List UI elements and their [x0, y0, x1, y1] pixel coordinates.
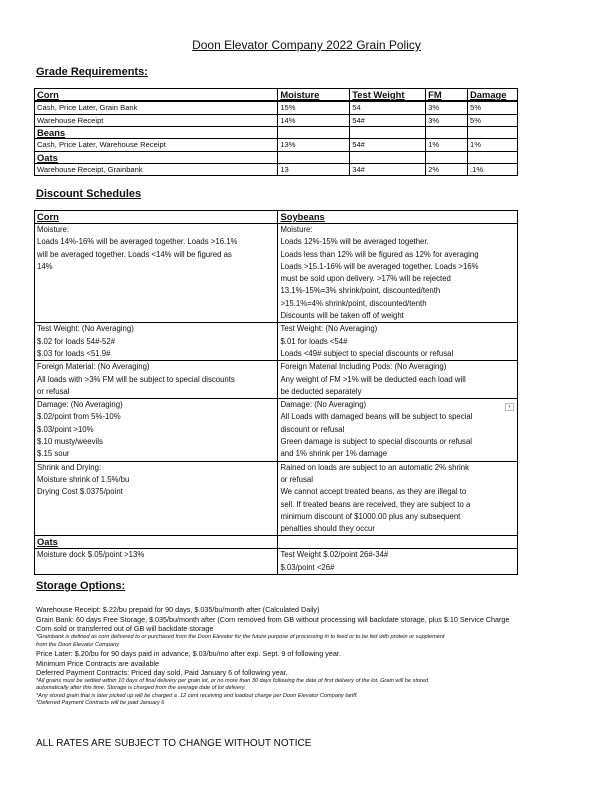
discount-cell: Moisture: Loads 14%-16% will be averaged together. Loads >16.1% will be averaged together. Loads <14% will be figured as 14%	[35, 224, 278, 323]
discount-cell: Moisture: Loads 12%-15% will be averaged together. Loads less than 12% will be figured as 12% for averaging Loads >15.1-16% will be averaged together. Loads >16% must be sold upon delivery. >17% will be rejected 13.1%-15%=3% shrink/point, discounted/tenth >15.1%=4% shrink/point, discounted/tenth Discounts will be taken off of weight	[278, 224, 518, 323]
grade-cell: .1%	[468, 163, 518, 176]
storage-options-list	[36, 605, 596, 708]
grade-cell: 1%	[468, 139, 518, 152]
grade-col-header: FM	[426, 89, 468, 102]
storage-line: Deferred Payment Contracts: Priced day sold, Paid January 6 of following year.	[36, 668, 288, 678]
storage-line: Grain Bank: 60 days Free Storage, $.035/bu/month after (Corn removed from GB without processing will backdate storage, plus $.10 Service Charge	[36, 614, 510, 624]
table-row	[35, 224, 518, 323]
discount-cell: ▾ Damage: (No Averaging) All Loads with damaged beans will be subject to special discount or refusal Green damage is subject to special discounts or refusal and 1% shrink per 1% damage	[278, 399, 518, 461]
storage-note: *All grains must be settled within 10 days of final delivery per grain lot, or no more than 30 days following the date of first delivery of the lot. Grain will be stored	[36, 678, 429, 685]
discount-cell: Foreign Material Including Pods: (No Averaging) Any weight of FM >1% will be deducted each load will be deducted separately	[278, 361, 518, 399]
table-row	[35, 323, 518, 361]
discount-cell: Test Weight: (No Averaging) $.01 for loads <54# Loads <49# subject to special discounts or refusal	[278, 323, 518, 361]
discount-cell: Test Weight: (No Averaging) $.02 for loads 54#-52# $.03 for loads <51.9#	[35, 323, 278, 361]
storage-line: Corn sold or transferred out of GB will backdate storage	[36, 624, 214, 634]
dropdown-flag-icon[interactable]: ▾	[505, 403, 514, 411]
grade-cell: Cash, Price Later, Warehouse Receipt	[35, 139, 278, 152]
grade-section-label: Beans	[35, 127, 278, 139]
table-row	[35, 399, 518, 461]
storage-line: Minimum Price Contracts are available	[36, 658, 160, 668]
grade-cell: 2%	[426, 163, 468, 176]
grade-cell: 5%	[468, 101, 518, 114]
grade-cell: 54	[350, 101, 426, 114]
storage-note: automatically after this time. Storage is charged from the average date of lot delivery.	[36, 685, 246, 692]
storage-note: *Any stored grain that is later picked up will be charged a .12 cent receiving and loadout charge per Doon Elevator Company tariff.	[36, 692, 358, 699]
grade-col-header: Moisture	[278, 89, 350, 102]
discount-cell: Damage: (No Averaging) $.02/point from 5%-10% $.03/point >10% $.10 musty/weevils $.15 sour	[35, 399, 278, 461]
grade-cell: 34#	[350, 163, 426, 176]
table-row	[35, 361, 518, 399]
discount-soybeans-header: Soybeans	[278, 211, 518, 224]
grade-cell: 14%	[278, 114, 350, 127]
grade-cell: 3%	[426, 114, 468, 127]
grade-header-row	[35, 89, 518, 102]
grade-cell: 15%	[278, 101, 350, 114]
grade-cell: 3%	[426, 101, 468, 114]
storage-options-heading: Storage Options:	[36, 580, 126, 592]
table-row	[35, 461, 518, 536]
storage-line: Warehouse Receipt: $.22/bu prepaid for 90 days, $.035/bu/month after (Calculated Daily)	[36, 605, 320, 614]
table-row	[35, 101, 518, 114]
discount-schedules-table	[34, 210, 518, 575]
discount-corn-header: Corn	[35, 211, 278, 224]
discount-cell: Shrink and Drying: Moisture shrink of 1.5%/bu Drying Cost $.0375/point	[35, 461, 278, 536]
table-row	[35, 549, 518, 575]
grade-requirements-heading: Grade Requirements:	[36, 66, 148, 78]
storage-line: Price Later: $.20/bu for 90 days paid in advance, $.03/bu/mo after exp. Sept. 9 of following year.	[36, 648, 341, 658]
grade-cell: 54#	[350, 139, 426, 152]
discount-header-row	[35, 211, 518, 224]
discount-oats-label: Oats	[35, 536, 278, 549]
grade-cell: Warehouse Receipt, Grainbank	[35, 163, 278, 176]
storage-note: from the Doon Elevator Company	[36, 641, 120, 648]
grade-col-header: Test Weight	[350, 89, 426, 102]
storage-note: *Deferred Payment Contracts will be paid January 6	[36, 700, 165, 707]
grade-section-row	[35, 151, 518, 163]
grade-col-header: Damage	[468, 89, 518, 102]
page-title: Doon Elevator Company 2022 Grain Policy	[192, 38, 421, 52]
discount-cell: Foreign Material: (No Averaging) All loads with >3% FM will be subject to special discounts or refusal	[35, 361, 278, 399]
grade-requirements-table	[34, 88, 518, 176]
discount-cell: Moisture dock $.05/point >13%	[35, 549, 278, 575]
table-row	[35, 114, 518, 127]
grade-section-label: Oats	[35, 151, 278, 163]
discount-oats-row	[35, 536, 518, 549]
discount-cell: Test Weight $.02/point 26#-34# $.03/point <26#	[278, 549, 518, 575]
grade-cell: 13	[278, 163, 350, 176]
discount-schedules-heading: Discount Schedules	[36, 188, 142, 200]
grade-cell: 13%	[278, 139, 350, 152]
grade-cell: Warehouse Receipt	[35, 114, 278, 127]
grade-cell: 5%	[468, 114, 518, 127]
grade-col-header: Corn	[35, 89, 278, 102]
grade-cell: Cash, Price Later, Grain Bank	[35, 101, 278, 114]
discount-cell: Rained on loads are subject to an automatic 2% shrink or refusal We cannot accept treated beans, as they are illegal to sell. If treated beans are received, they are subject to a minimum discount of $1000.00 plus any subsequent penalties should they occur	[278, 461, 518, 536]
grade-cell: 1%	[426, 139, 468, 152]
footer-disclaimer: ALL RATES ARE SUBJECT TO CHANGE WITHOUT NOTICE	[36, 738, 312, 749]
table-row	[35, 139, 518, 152]
table-row	[35, 163, 518, 176]
storage-note: *Grainbank is defined as corn delivered to or purchased from the Doon Elevator for the future purpose of processing in to feed or to be fed with protein or supplement	[36, 634, 445, 641]
grade-cell: 54#	[350, 114, 426, 127]
grade-section-row	[35, 127, 518, 139]
